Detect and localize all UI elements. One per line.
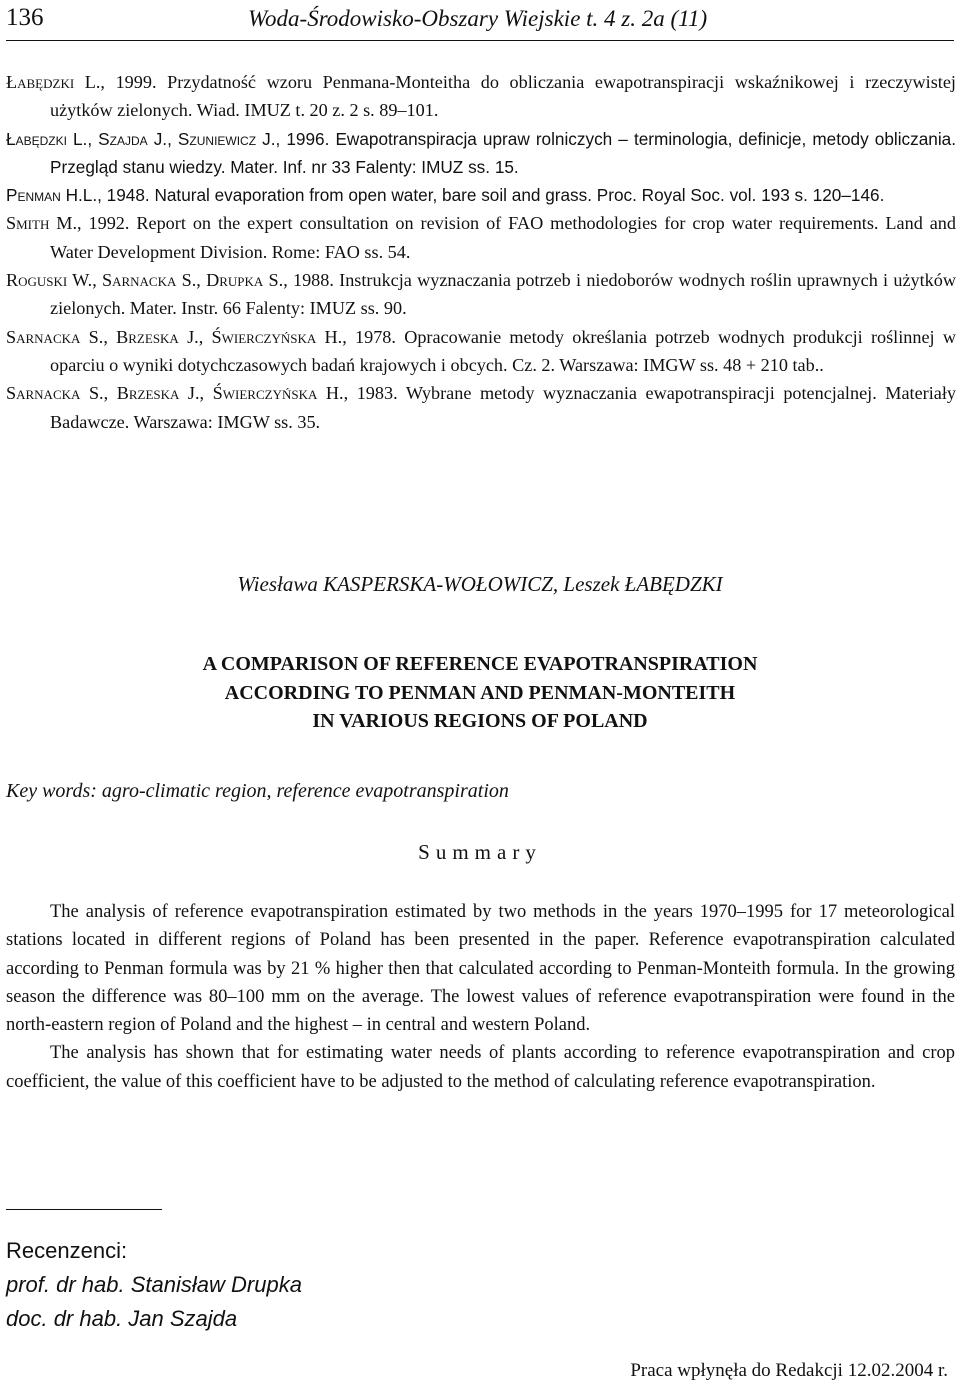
reference-authors: Smith M.: [6, 213, 78, 234]
reference-authors: Łabędzki L., Szajda J., Szuniewicz J.: [6, 128, 276, 149]
reference-authors: Roguski W., Sarnacka S., Drupka S.: [6, 270, 284, 291]
reference-item: [6, 125, 956, 182]
reference-text: , 1978. Opracowanie metody określania potrzeb wodnych produkcji roślinnej w oparciu o wyniki dotychczasowych badań krajowych i obcych. Cz. 2. Warszawa: IMGW ss. 48 + 210 tab..: [50, 326, 956, 375]
reference-item: [6, 181, 956, 209]
reference-authors: Sarnacka S., Brzeska J., Świerczyńska H.: [6, 326, 343, 347]
article-title: [0, 650, 960, 736]
reference-item: [6, 209, 956, 266]
summary-paragraph: The analysis of reference evapotranspiration estimated by two methods in the years 1970–1995 for 17 meteorological stations located in different regions of Poland has been presented in the paper. Reference evapotranspiration calculated according to Penman formula was by 21 % higher then that calculated according to Penman-Monteith formula. In the growing season the difference was 80–100 mm on the average. The lowest values of reference evapotranspiration were found in the north-eastern region of Poland and the highest – in central and western Poland.: [6, 902, 955, 1036]
title-line: A COMPARISON OF REFERENCE EVAPOTRANSPIRATION: [202, 653, 758, 675]
reference-authors: Łabędzki L.: [6, 72, 101, 92]
title-line: IN VARIOUS REGIONS OF POLAND: [312, 710, 648, 732]
reference-item: [6, 379, 956, 436]
received-date: Praca wpłynęła do Redakcji 12.02.2004 r.: [630, 1360, 948, 1381]
article-authors: Wiesława KASPERSKA-WOŁOWICZ, Leszek ŁABĘDZKI: [237, 572, 723, 596]
reference-item: [6, 68, 956, 125]
summary-text: [6, 898, 955, 1096]
reference-text: , 1983. Wybrane metody wyznaczania ewapotranspiracji potencjalnej. Materiały Badawcze. Warszawa: IMGW ss. 35.: [50, 383, 956, 432]
keywords: Key words: agro-climatic region, reference evapotranspiration: [6, 780, 509, 802]
footnote-divider: [6, 1209, 162, 1210]
reviewer-name: doc. dr hab. Jan Szajda: [6, 1306, 238, 1331]
reference-authors: Sarnacka S., Brzeska J., Świerczyńska H.: [6, 383, 344, 404]
reviewer-name: prof. dr hab. Stanisław Drupka: [6, 1272, 302, 1297]
reference-text: , 1992. Report on the expert consultation on revision of FAO methodologies for crop water requirements. Land and Water Development Division. Rome: FAO ss. 54.: [50, 213, 956, 262]
reference-list: [6, 68, 956, 436]
title-line: ACCORDING TO PENMAN AND PENMAN-MONTEITH: [224, 681, 736, 704]
reference-text: , 1999. Przydatność wzoru Penmana-Monteitha do obliczania ewapotranspiracji wskaźnikowej i rzeczywistej użytków zielonych. Wiad. IMUZ t. 20 z. 2 s. 89–101.: [50, 72, 956, 121]
reference-text: , 1948. Natural evaporation from open water, bare soil and grass. Proc. Royal Soc. vol. 193 s. 120–146.: [97, 185, 885, 206]
reference-text: , 1996. Ewapotranspiracja upraw rolniczych – terminologia, definicje, metody obliczania. Przegląd stanu wiedzy. Mater. Inf. nr 33 Falenty: IMUZ ss. 15.: [50, 128, 956, 177]
page-header: [6, 4, 954, 41]
reviewers-block: [6, 1234, 302, 1336]
reference-item: [6, 266, 956, 323]
page-number: 136: [6, 4, 44, 31]
journal-title: Woda-Środowisko-Obszary Wiejskie t. 4 z. 2a (11): [248, 6, 708, 31]
summary-paragraph: The analysis has shown that for estimating water needs of plants according to reference evapotranspiration and crop coefficient, the value of this coefficient have to be adjusted to the method of calculating reference evapotranspiration.: [6, 1043, 955, 1092]
reviewers-label: Recenzenci:: [6, 1238, 128, 1263]
reference-item: [6, 323, 956, 380]
reference-authors: Penman H.L.: [6, 185, 98, 206]
reference-text: , 1988. Instrukcja wyznaczania potrzeb i niedoborów wodnych roślin uprawnych i użytków zielonych. Mater. Instr. 66 Falenty: IMUZ ss. 90.: [50, 270, 956, 319]
summary-heading: Summary: [418, 840, 542, 864]
